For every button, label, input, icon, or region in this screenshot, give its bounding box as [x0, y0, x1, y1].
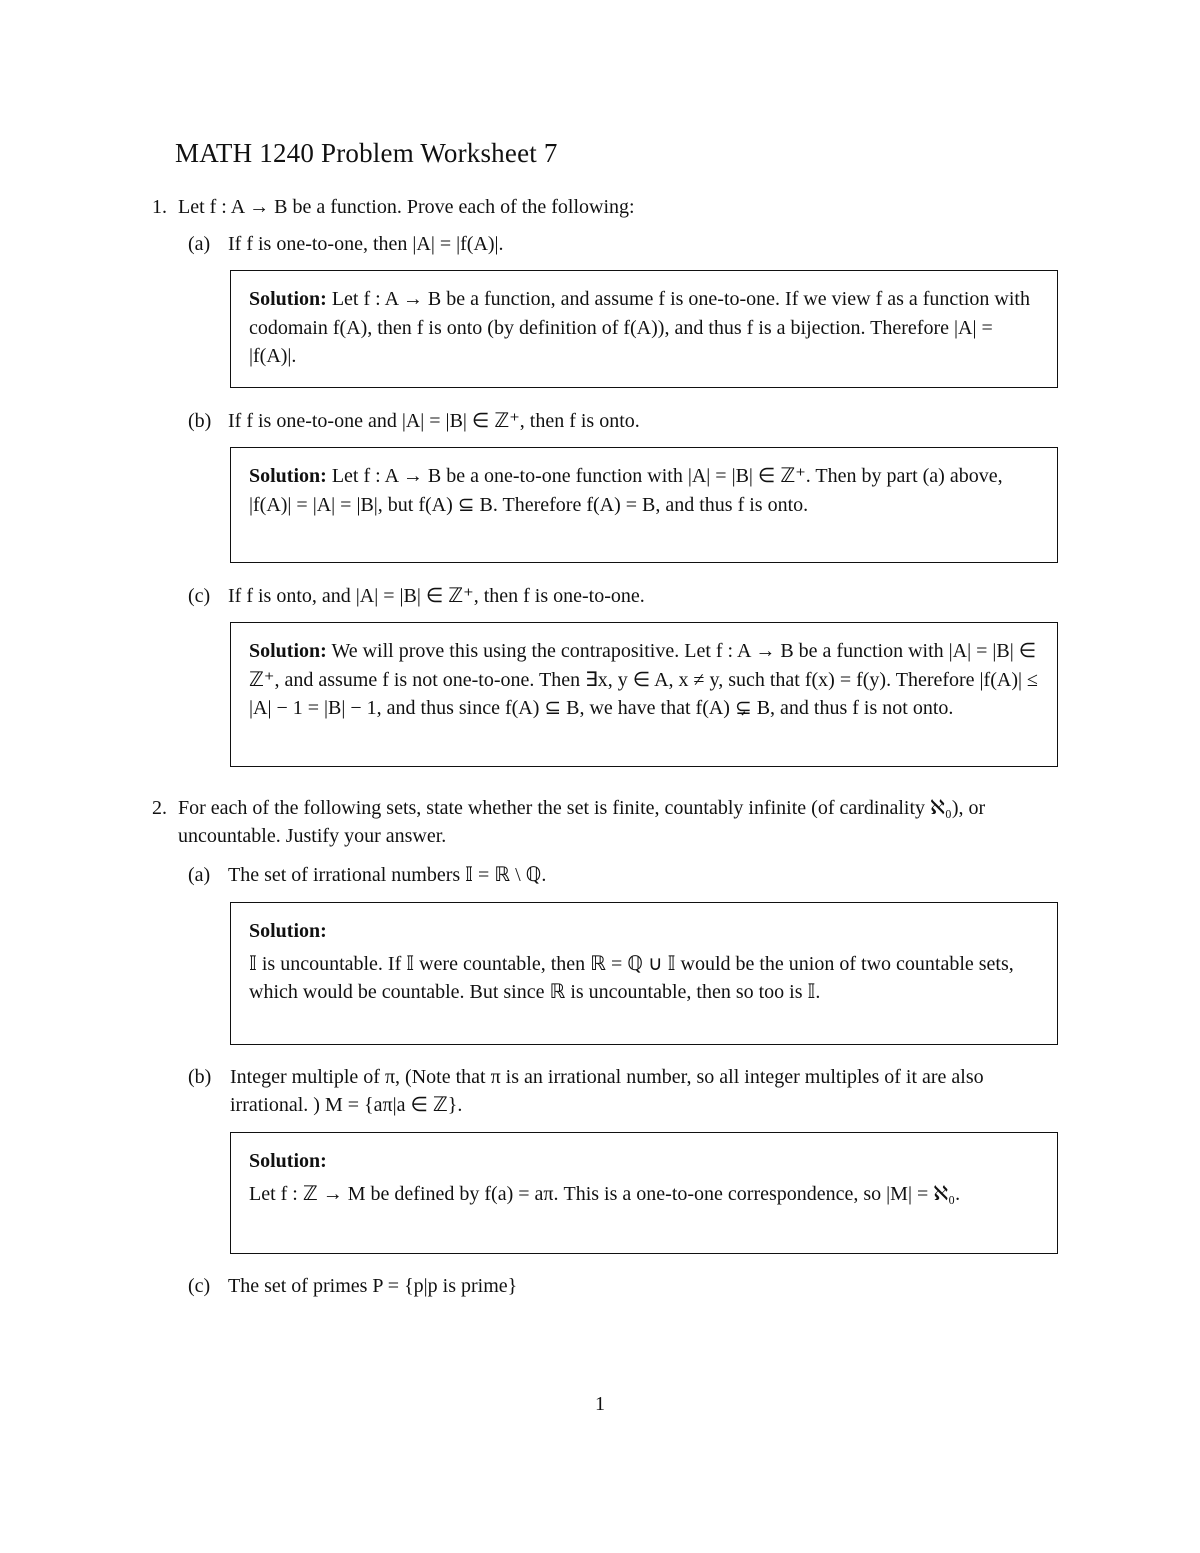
part-text: Integer multiple of π, (Note that π is an irrational number, so all integer multiples of it are also irrational. ) M = {aπ|a ∈ ℤ}. [230, 1066, 984, 1116]
solution-box-2a [230, 902, 1058, 1045]
solution-box-2b [230, 1132, 1058, 1254]
part-label: (b) [188, 1066, 212, 1088]
solution-heading: Solution: [249, 640, 327, 662]
part-text: The set of primes P = {p|p is prime} [228, 1275, 518, 1297]
solution-box-1b [230, 447, 1058, 563]
problem-2b-statement [188, 1063, 1060, 1119]
problem-2a-statement [188, 861, 546, 889]
solution-box-1a [230, 270, 1058, 388]
solution-heading: Solution: [249, 1150, 327, 1172]
problem-2c-statement [188, 1272, 517, 1300]
part-label: (c) [188, 1275, 211, 1297]
part-text: The set of irrational numbers 𝕀 = ℝ \ ℚ. [228, 864, 547, 886]
problem-1a-statement [188, 230, 504, 258]
problem-1-statement [152, 193, 635, 221]
problem-number: 1. [152, 196, 167, 218]
solution-text: 𝕀 is uncountable. If 𝕀 were countable, then ℝ = ℚ ∪ 𝕀 would be the union of two countable sets, which would be countable. But since ℝ is uncountable, then so too is 𝕀. [249, 952, 1014, 1003]
page-number: 1 [595, 1393, 605, 1415]
part-label: (b) [188, 410, 212, 432]
problem-1b-statement [188, 407, 640, 435]
problem-text: For each of the following sets, state whether the set is finite, countably infinite (of cardinality ℵ₀), or uncountable. Justify your answer. [178, 797, 986, 847]
part-label: (c) [188, 585, 211, 607]
part-label: (a) [188, 864, 211, 886]
solution-text: Let f : A → B be a one-to-one function with |A| = |B| ∈ ℤ⁺. Then by part (a) above, |f(A)| = |A| = |B|, but f(A) ⊆ B. Therefore f(A) = B, and thus f is onto. [249, 465, 1003, 516]
problem-number: 2. [152, 797, 167, 819]
part-text: If f is one-to-one and |A| = |B| ∈ ℤ⁺, then f is onto. [228, 410, 640, 432]
problem-1c-statement [188, 582, 645, 610]
part-label: (a) [188, 233, 211, 255]
problem-2-statement [152, 794, 1060, 850]
problem-text: Let f : A → B be a function. Prove each of the following: [178, 196, 635, 218]
solution-text: Let f : A → B be a function, and assume f is one-to-one. If we view f as a function with codomain f(A), then f is onto (by definition of f(A)), and thus f is a bijection. Therefore |A| = |f(A)|. [249, 288, 1030, 367]
solution-heading: Solution: [249, 288, 327, 310]
solution-heading: Solution: [249, 920, 327, 942]
part-text: If f is onto, and |A| = |B| ∈ ℤ⁺, then f is one-to-one. [228, 585, 645, 607]
solution-box-1c [230, 622, 1058, 767]
solution-heading: Solution: [249, 465, 327, 487]
solution-text: We will prove this using the contrapositive. Let f : A → B be a function with |A| = |B| ∈ ℤ⁺, and assume f is not one-to-one. Then ∃x, y ∈ A, x ≠ y, such that f(x) = f(y). Therefore |f(A)| ≤ |A| − 1 = |B| − 1, and thus since f(A) ⊆ B, we have that f(A) ⊊ B, and thus f is not onto. [249, 640, 1038, 719]
page-title: MATH 1240 Problem Worksheet 7 [175, 138, 558, 168]
solution-text: Let f : ℤ → M be defined by f(a) = aπ. This is a one-to-one correspondence, so |M| = ℵ₀. [249, 1182, 961, 1205]
part-text: If f is one-to-one, then |A| = |f(A)|. [228, 233, 504, 255]
